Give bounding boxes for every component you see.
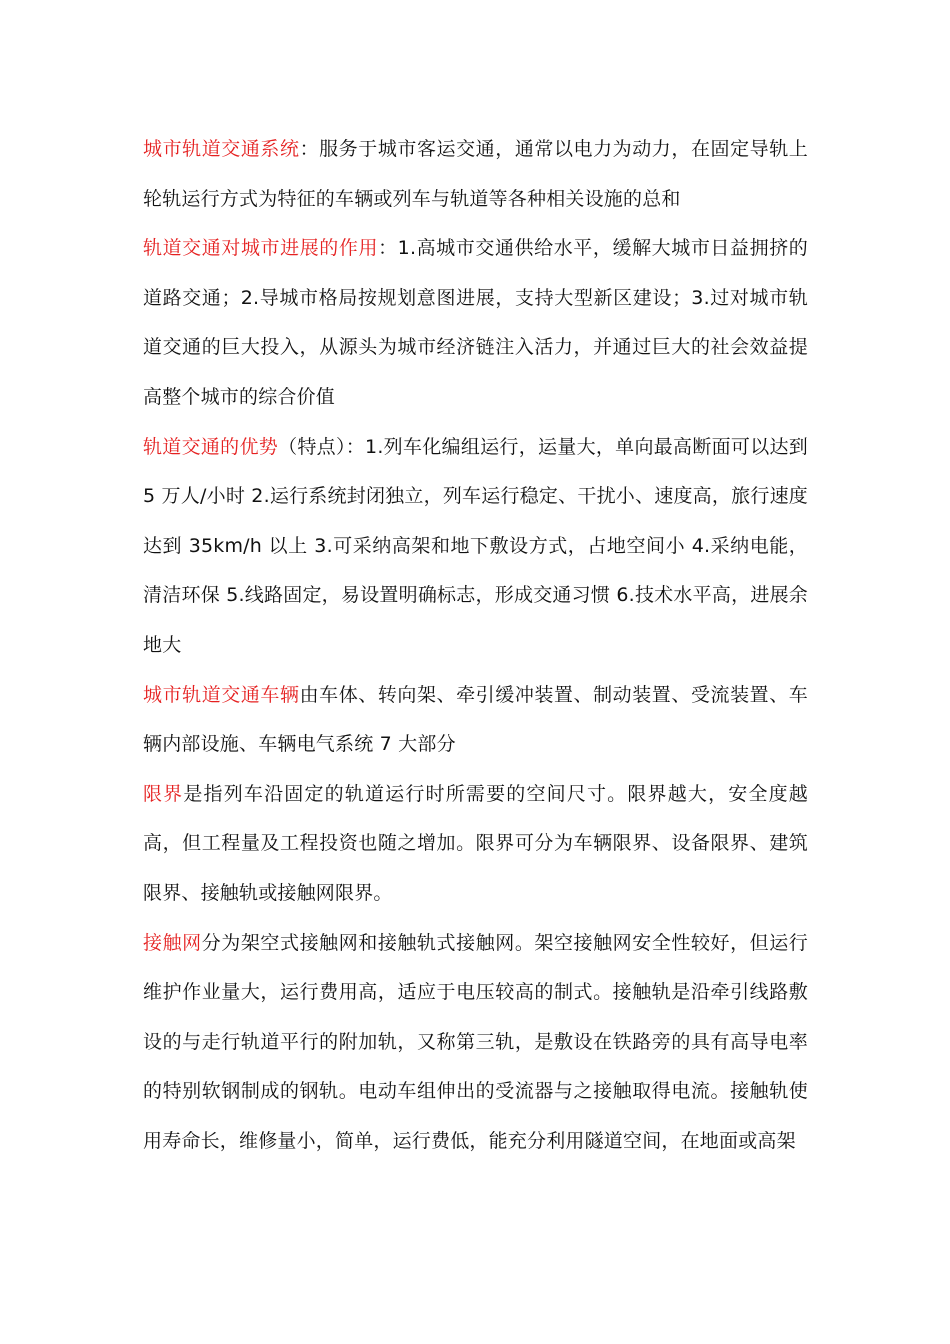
- paragraph-urban-rail-system: [143, 125, 808, 224]
- paragraph-rail-advantages: [143, 423, 808, 671]
- paragraph-rail-role: [143, 224, 808, 422]
- definition-contact-network: 分为架空式接触网和接触轨式接触网。架空接触网安全性较好，但运行维护作业量大，运行费用高，适应于电压较高的制式。接触轨是沿牵引线路敷设的与走行轨道平行的附加轨，又称第三轨，是敷设在铁路旁的具有高导电率的特别软钢制成的钢轨。电动车组伸出的受流器与之接触取得电流。接触轨使用寿命长，维修量小，简单，运行费低，能充分利用隧道空间，在地面或高架: [143, 931, 809, 1152]
- definition-clearance: 是指列车沿固定的轨道运行时所需要的空间尺寸。限界越大，安全度越高，但工程量及工程投资也随之增加。限界可分为车辆限界、设备限界、建筑限界、接触轨或接触网限界。: [143, 782, 809, 904]
- paragraph-contact-network: [143, 919, 808, 1167]
- definition-urban-rail-system: ：服务于城市客运交通，通常以电力为动力，在固定导轨上轮轨运行方式为特征的车辆或列车与轨道等各种相关设施的总和: [143, 138, 808, 210]
- term-contact-network: 接触网: [143, 931, 202, 954]
- document-body: [143, 125, 808, 1166]
- term-rail-advantages: 轨道交通的优势: [143, 435, 279, 458]
- definition-rail-vehicle: 由车体、转向架、牵引缓冲装置、制动装置、受流装置、车辆内部设施、车辆电气系统 7 大部分: [143, 683, 808, 756]
- term-rail-role: 轨道交通对城市进展的作用: [143, 237, 379, 260]
- paragraph-rail-vehicle: [143, 671, 808, 770]
- definition-rail-advantages: （特点）：1.列车化编组运行，运量大，单向最高断面可以达到 5 万人/小时 2.运行系统封闭独立，列车运行稳定、干扰小、速度高，旅行速度达到 35km/h 以上 3.可采纳高架和地下敷设方式，占地空间小 4.采纳电能，清洁环保 5.线路固定，易设置明确标志，形成交通习惯 6.技术水平高，进展余地大: [143, 435, 808, 656]
- definition-rail-role: ：1.高城市交通供给水平，缓解大城市日益拥挤的道路交通；2.导城市格局按规划意图进展，支持大型新区建设；3.过对城市轨道交通的巨大投入，从源头为城市经济链注入活力，并通过巨大的社会效益提高整个城市的综合价值: [143, 237, 808, 408]
- paragraph-clearance: [143, 770, 808, 919]
- term-urban-rail-system: 城市轨道交通系统: [143, 138, 300, 160]
- term-clearance: 限界: [143, 782, 184, 805]
- term-rail-vehicle: 城市轨道交通车辆: [143, 683, 300, 706]
